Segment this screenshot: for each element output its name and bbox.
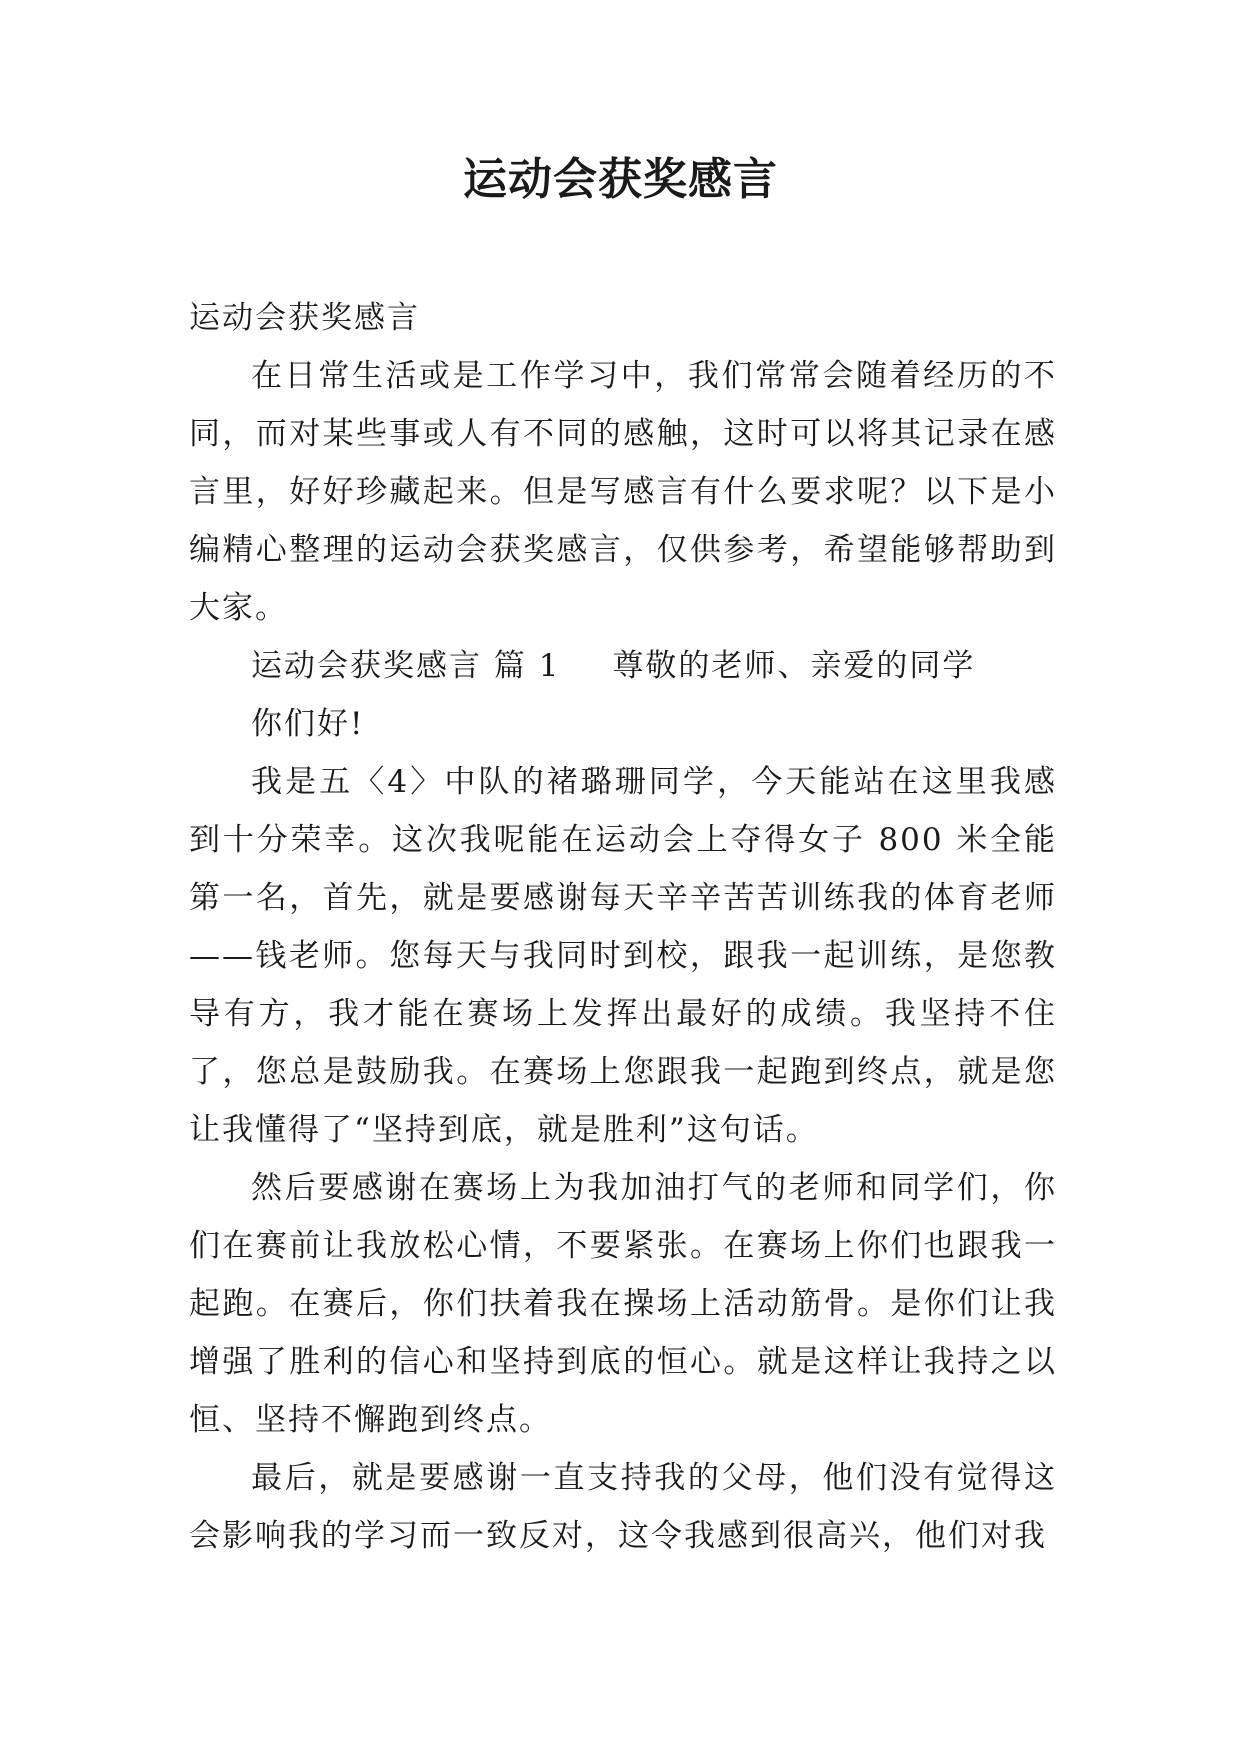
- section-heading: 运动会获奖感言 篇 1: [251, 648, 561, 684]
- body-paragraph-1: 我是五〈4〉中队的褚璐珊同学，今天能站在这里我感到十分荣幸。这次我呢能在运动会上夺得女子 800 米全能第一名，首先，就是要感谢每天辛辛苦苦训练我的体育老师——钱老师。您每天与我同时到校，跟我一起训练，是您教导有方，我才能在赛场上发挥出最好的成绩。我坚持不住了，您总是鼓励我。在赛场上您跟我一起跑到终点，就是您让我懂得了“坚持到底，就是胜利”这句话。: [189, 764, 1057, 1148]
- greeting: 你们好!: [251, 706, 365, 742]
- document-body: [189, 289, 1057, 1565]
- document-title: 运动会获奖感言: [463, 154, 778, 205]
- salutation: 尊敬的老师、亲爱的同学: [612, 648, 976, 684]
- body-paragraph-3: 最后，就是要感谢一直支持我的父母，他们没有觉得这会影响我的学习而一致反对，这令我感到很高兴，他们对我: [189, 1460, 1057, 1554]
- document-subtitle: 运动会获奖感言: [189, 300, 420, 336]
- intro-paragraph: 在日常生活或是工作学习中，我们常常会随着经历的不同，而对某些事或人有不同的感触，这时可以将其记录在感言里，好好珍藏起来。但是写感言有什么要求呢？以下是小编精心整理的运动会获奖感言，仅供参考，希望能够帮助到大家。: [189, 358, 1057, 626]
- section-heading-line: [189, 637, 1057, 695]
- body-paragraph-2: 然后要感谢在赛场上为我加油打气的老师和同学们，你们在赛前让我放松心情，不要紧张。在赛场上你们也跟我一起跑。在赛后，你们扶着我在操场上活动筋骨。是你们让我增强了胜利的信心和坚持到底的恒心。就是这样让我持之以恒、坚持不懈跑到终点。: [189, 1170, 1057, 1438]
